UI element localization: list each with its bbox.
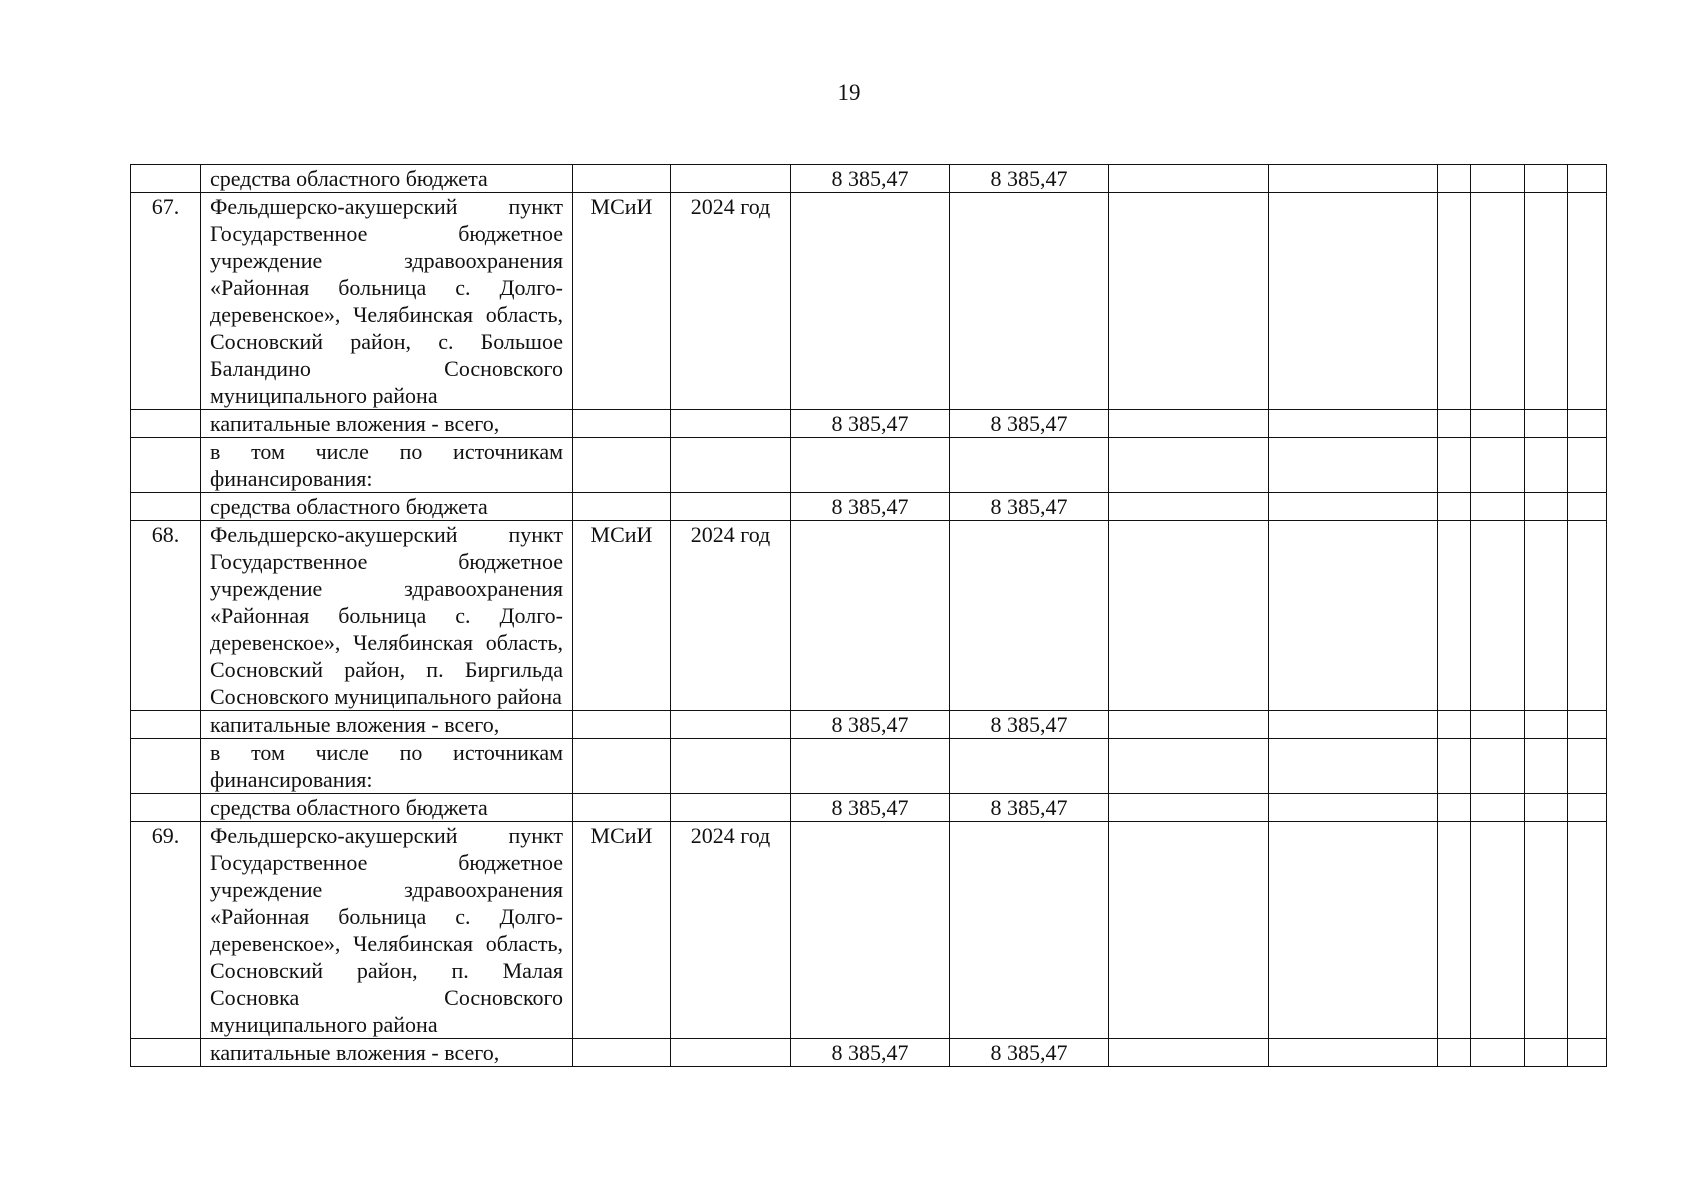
empty-cell — [1438, 521, 1471, 711]
row-description: в том числе по источникам финансирования: — [201, 739, 573, 794]
row-number — [131, 438, 201, 493]
year-cell: 2024 год — [671, 193, 791, 410]
empty-cell — [1568, 1039, 1607, 1067]
empty-cell — [1525, 822, 1568, 1039]
empty-cell — [1471, 193, 1525, 410]
empty-cell — [1109, 165, 1269, 193]
year-cell — [671, 410, 791, 438]
amount-cell-1: 8 385,47 — [791, 165, 950, 193]
empty-cell — [1269, 493, 1438, 521]
empty-cell — [1269, 711, 1438, 739]
page-number: 19 — [837, 80, 861, 105]
amount-cell-2: 8 385,47 — [950, 794, 1109, 822]
object-row — [131, 822, 1607, 1039]
empty-cell — [1438, 410, 1471, 438]
table-row — [131, 794, 1607, 822]
table-body — [131, 165, 1607, 1067]
amount-cell-1 — [791, 739, 950, 794]
empty-cell — [1568, 794, 1607, 822]
empty-cell — [1269, 1039, 1438, 1067]
executor-cell — [573, 410, 671, 438]
executor-cell — [573, 438, 671, 493]
empty-cell — [1471, 1039, 1525, 1067]
empty-cell — [1109, 410, 1269, 438]
amount-cell-1 — [791, 438, 950, 493]
amount-cell-1: 8 385,47 — [791, 410, 950, 438]
year-cell — [671, 493, 791, 521]
amount-cell-1: 8 385,47 — [791, 794, 950, 822]
empty-cell — [1525, 493, 1568, 521]
empty-cell — [1269, 794, 1438, 822]
amount-cell-1: 8 385,47 — [791, 711, 950, 739]
row-number — [131, 711, 201, 739]
empty-cell — [1269, 521, 1438, 711]
row-description: Фельдшерско-акушерский пункт Государственное бюджетное учреждение здравоохранения «Районная больница с. Долгодеревенское», Челябинская область, Сосновский район, п. Биргильда Сосновского муниципального района — [201, 521, 573, 711]
executor-cell: МСиИ — [573, 521, 671, 711]
amount-cell-2 — [950, 193, 1109, 410]
executor-cell — [573, 165, 671, 193]
empty-cell — [1471, 794, 1525, 822]
empty-cell — [1471, 711, 1525, 739]
empty-cell — [1525, 711, 1568, 739]
amount-cell-1 — [791, 822, 950, 1039]
empty-cell — [1471, 739, 1525, 794]
executor-cell: МСиИ — [573, 193, 671, 410]
empty-cell — [1525, 794, 1568, 822]
amount-cell-1 — [791, 521, 950, 711]
row-description: капитальные вложения - всего, — [201, 711, 573, 739]
year-cell — [671, 438, 791, 493]
year-cell — [671, 739, 791, 794]
empty-cell — [1109, 438, 1269, 493]
amount-cell-2: 8 385,47 — [950, 410, 1109, 438]
table-row — [131, 410, 1607, 438]
row-number — [131, 794, 201, 822]
row-number — [131, 165, 201, 193]
empty-cell — [1525, 193, 1568, 410]
row-number: 69. — [131, 822, 201, 1039]
row-number: 67. — [131, 193, 201, 410]
row-description: капитальные вложения - всего, — [201, 1039, 573, 1067]
row-description: капитальные вложения - всего, — [201, 410, 573, 438]
empty-cell — [1471, 438, 1525, 493]
empty-cell — [1471, 493, 1525, 521]
empty-cell — [1525, 165, 1568, 193]
row-description: Фельдшерско-акушерский пункт Государственное бюджетное учреждение здравоохранения «Районная больница с. Долгодеревенское», Челябинская область, Сосновский район, п. Малая Сосновка Сосновского муниципального района — [201, 822, 573, 1039]
row-description: средства областного бюджета — [201, 794, 573, 822]
empty-cell — [1438, 193, 1471, 410]
empty-cell — [1525, 1039, 1568, 1067]
amount-cell-1 — [791, 193, 950, 410]
table-row — [131, 711, 1607, 739]
object-row — [131, 193, 1607, 410]
empty-cell — [1438, 822, 1471, 1039]
amount-cell-2 — [950, 739, 1109, 794]
empty-cell — [1525, 739, 1568, 794]
row-number — [131, 410, 201, 438]
object-row — [131, 521, 1607, 711]
capital-investment-table — [130, 164, 1607, 1067]
row-description: средства областного бюджета — [201, 165, 573, 193]
table-row — [131, 1039, 1607, 1067]
row-number — [131, 1039, 201, 1067]
row-description: в том числе по источникам финансирования: — [201, 438, 573, 493]
amount-cell-1: 8 385,47 — [791, 1039, 950, 1067]
empty-cell — [1109, 711, 1269, 739]
row-number: 68. — [131, 521, 201, 711]
row-number — [131, 493, 201, 521]
empty-cell — [1269, 739, 1438, 794]
row-description: средства областного бюджета — [201, 493, 573, 521]
empty-cell — [1109, 193, 1269, 410]
amount-cell-2: 8 385,47 — [950, 711, 1109, 739]
table-row — [131, 165, 1607, 193]
empty-cell — [1438, 165, 1471, 193]
table-row — [131, 438, 1607, 493]
empty-cell — [1269, 165, 1438, 193]
empty-cell — [1438, 493, 1471, 521]
empty-cell — [1568, 822, 1607, 1039]
executor-cell — [573, 493, 671, 521]
empty-cell — [1525, 438, 1568, 493]
empty-cell — [1269, 822, 1438, 1039]
empty-cell — [1269, 438, 1438, 493]
amount-cell-2: 8 385,47 — [950, 493, 1109, 521]
year-cell — [671, 1039, 791, 1067]
empty-cell — [1438, 1039, 1471, 1067]
empty-cell — [1109, 493, 1269, 521]
empty-cell — [1269, 193, 1438, 410]
empty-cell — [1525, 521, 1568, 711]
empty-cell — [1568, 521, 1607, 711]
table-row — [131, 493, 1607, 521]
year-cell — [671, 711, 791, 739]
amount-cell-2: 8 385,47 — [950, 165, 1109, 193]
amount-cell-1: 8 385,47 — [791, 493, 950, 521]
year-cell: 2024 год — [671, 521, 791, 711]
executor-cell: МСиИ — [573, 822, 671, 1039]
empty-cell — [1568, 739, 1607, 794]
empty-cell — [1568, 438, 1607, 493]
empty-cell — [1109, 739, 1269, 794]
empty-cell — [1438, 739, 1471, 794]
empty-cell — [1471, 521, 1525, 711]
table-row — [131, 739, 1607, 794]
executor-cell — [573, 1039, 671, 1067]
year-cell — [671, 165, 791, 193]
empty-cell — [1109, 521, 1269, 711]
amount-cell-2 — [950, 438, 1109, 493]
empty-cell — [1438, 438, 1471, 493]
empty-cell — [1269, 410, 1438, 438]
empty-cell — [1438, 794, 1471, 822]
amount-cell-2 — [950, 822, 1109, 1039]
year-cell — [671, 794, 791, 822]
empty-cell — [1109, 794, 1269, 822]
empty-cell — [1109, 822, 1269, 1039]
empty-cell — [1568, 165, 1607, 193]
empty-cell — [1471, 410, 1525, 438]
empty-cell — [1568, 711, 1607, 739]
executor-cell — [573, 794, 671, 822]
row-number — [131, 739, 201, 794]
executor-cell — [573, 739, 671, 794]
empty-cell — [1568, 493, 1607, 521]
empty-cell — [1109, 1039, 1269, 1067]
year-cell: 2024 год — [671, 822, 791, 1039]
executor-cell — [573, 711, 671, 739]
amount-cell-2 — [950, 521, 1109, 711]
row-description: Фельдшерско-акушерский пункт Государственное бюджетное учреждение здравоохранения «Районная больница с. Долгодеревенское», Челябинская область, Сосновский район, с. Большое Баландино Сосновского муниципального района — [201, 193, 573, 410]
empty-cell — [1438, 711, 1471, 739]
empty-cell — [1568, 193, 1607, 410]
empty-cell — [1525, 410, 1568, 438]
empty-cell — [1471, 822, 1525, 1039]
empty-cell — [1471, 165, 1525, 193]
empty-cell — [1568, 410, 1607, 438]
amount-cell-2: 8 385,47 — [950, 1039, 1109, 1067]
